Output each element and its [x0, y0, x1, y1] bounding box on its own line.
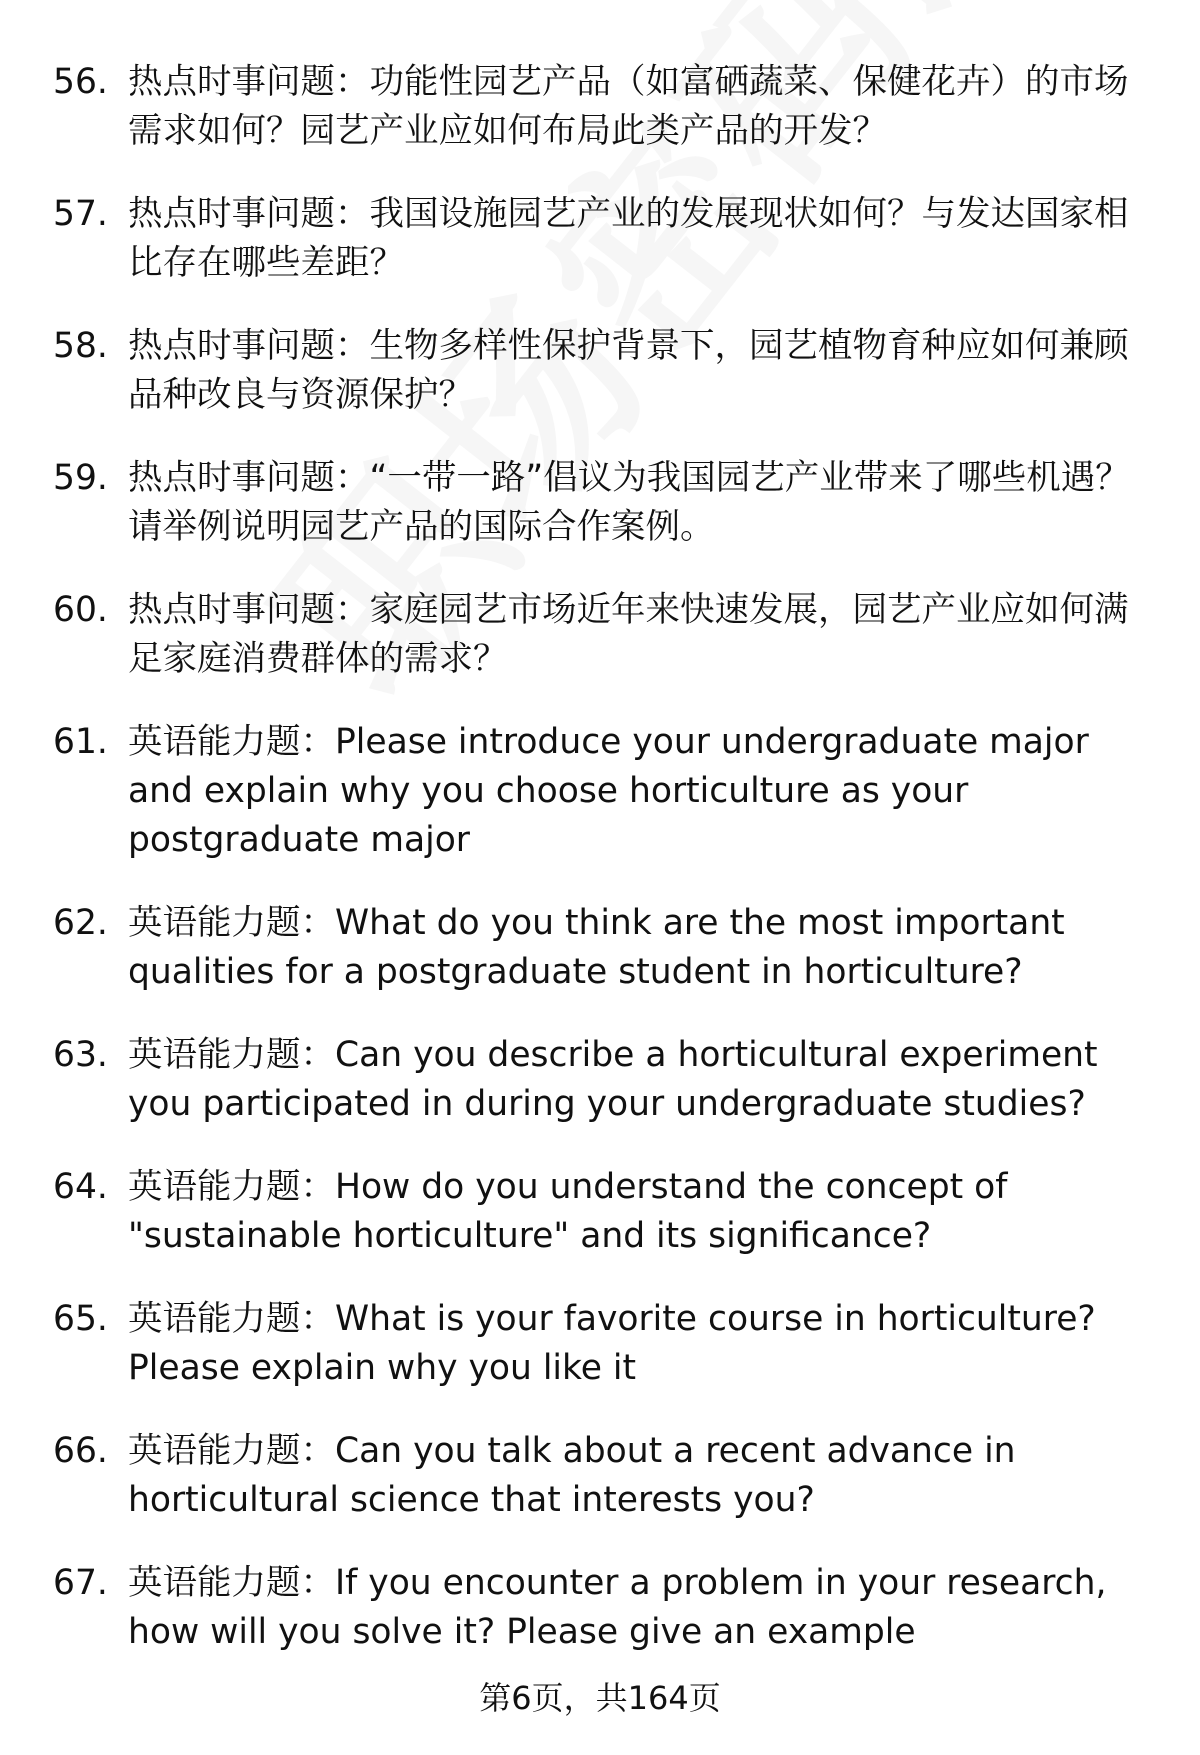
- question-category: 热点时事问题：: [128, 326, 370, 366]
- question-number: 66.: [53, 1431, 108, 1471]
- question-item: [0, 190, 1200, 288]
- question-number: 62.: [53, 903, 108, 943]
- question-category: 英语能力题：: [128, 722, 335, 762]
- question-item: [0, 1163, 1200, 1261]
- question-number: 59.: [53, 458, 108, 498]
- question-text: What do you think are the most important qualities for a postgraduate student in horticulture?: [128, 903, 1065, 992]
- question-text: Please introduce your undergraduate major and explain why you choose horticulture as your postgraduate major: [128, 722, 1089, 860]
- question-category: 英语能力题：: [128, 1431, 335, 1471]
- question-text: 家庭园艺市场近年来快速发展，园艺产业应如何满足家庭消费群体的需求？: [128, 590, 1129, 679]
- question-number: 58.: [53, 326, 108, 366]
- question-category: 英语能力题：: [128, 1035, 335, 1075]
- question-number: 64.: [53, 1167, 108, 1207]
- question-text: Can you describe a horticultural experiment you participated in during your undergraduate studies?: [128, 1035, 1098, 1124]
- question-text: 生物多样性保护背景下，园艺植物育种应如何兼顾品种改良与资源保护？: [128, 326, 1129, 415]
- question-item: [0, 718, 1200, 865]
- question-item: [0, 322, 1200, 420]
- question-item: [0, 1559, 1200, 1657]
- page-footer: [0, 1678, 1200, 1718]
- question-text: 功能性园艺产品（如富硒蔬菜、保健花卉）的市场需求如何？园艺产业应如何布局此类产品的开发？: [128, 62, 1129, 151]
- question-category: 英语能力题：: [128, 1299, 335, 1339]
- question-number: 63.: [53, 1035, 108, 1075]
- question-category: 热点时事问题：: [128, 590, 370, 630]
- question-text: If you encounter a problem in your research, how will you solve it? Please give an example: [128, 1563, 1107, 1652]
- question-category: 英语能力题：: [128, 1563, 335, 1603]
- question-text: Can you talk about a recent advance in horticultural science that interests you?: [128, 1431, 1016, 1520]
- question-number: 57.: [53, 194, 108, 234]
- question-text: What is your favorite course in horticulture? Please explain why you like it: [128, 1299, 1096, 1388]
- question-text: “一带一路”倡议为我国园艺产业带来了哪些机遇？请举例说明园艺产品的国际合作案例。: [128, 458, 1130, 547]
- question-number: 65.: [53, 1299, 108, 1339]
- question-item: [0, 454, 1200, 552]
- question-category: 热点时事问题：: [128, 62, 370, 102]
- question-category: 英语能力题：: [128, 903, 335, 943]
- question-item: [0, 899, 1200, 997]
- question-item: [0, 1427, 1200, 1525]
- question-item: [0, 1295, 1200, 1393]
- page-number-label: 第6页，共164页: [479, 1679, 721, 1717]
- question-category: 热点时事问题：: [128, 194, 370, 234]
- question-text: How do you understand the concept of "sustainable horticulture" and its significance?: [128, 1167, 1008, 1256]
- question-list: [0, 58, 1200, 1691]
- question-number: 61.: [53, 722, 108, 762]
- question-category: 英语能力题：: [128, 1167, 335, 1207]
- question-number: 67.: [53, 1563, 108, 1603]
- question-category: 热点时事问题：: [128, 458, 370, 498]
- question-number: 60.: [53, 590, 108, 630]
- question-item: [0, 586, 1200, 684]
- question-item: [0, 1031, 1200, 1129]
- question-item: [0, 58, 1200, 156]
- question-text: 我国设施园艺产业的发展现状如何？与发达国家相比存在哪些差距？: [128, 194, 1129, 283]
- question-number: 56.: [53, 62, 108, 102]
